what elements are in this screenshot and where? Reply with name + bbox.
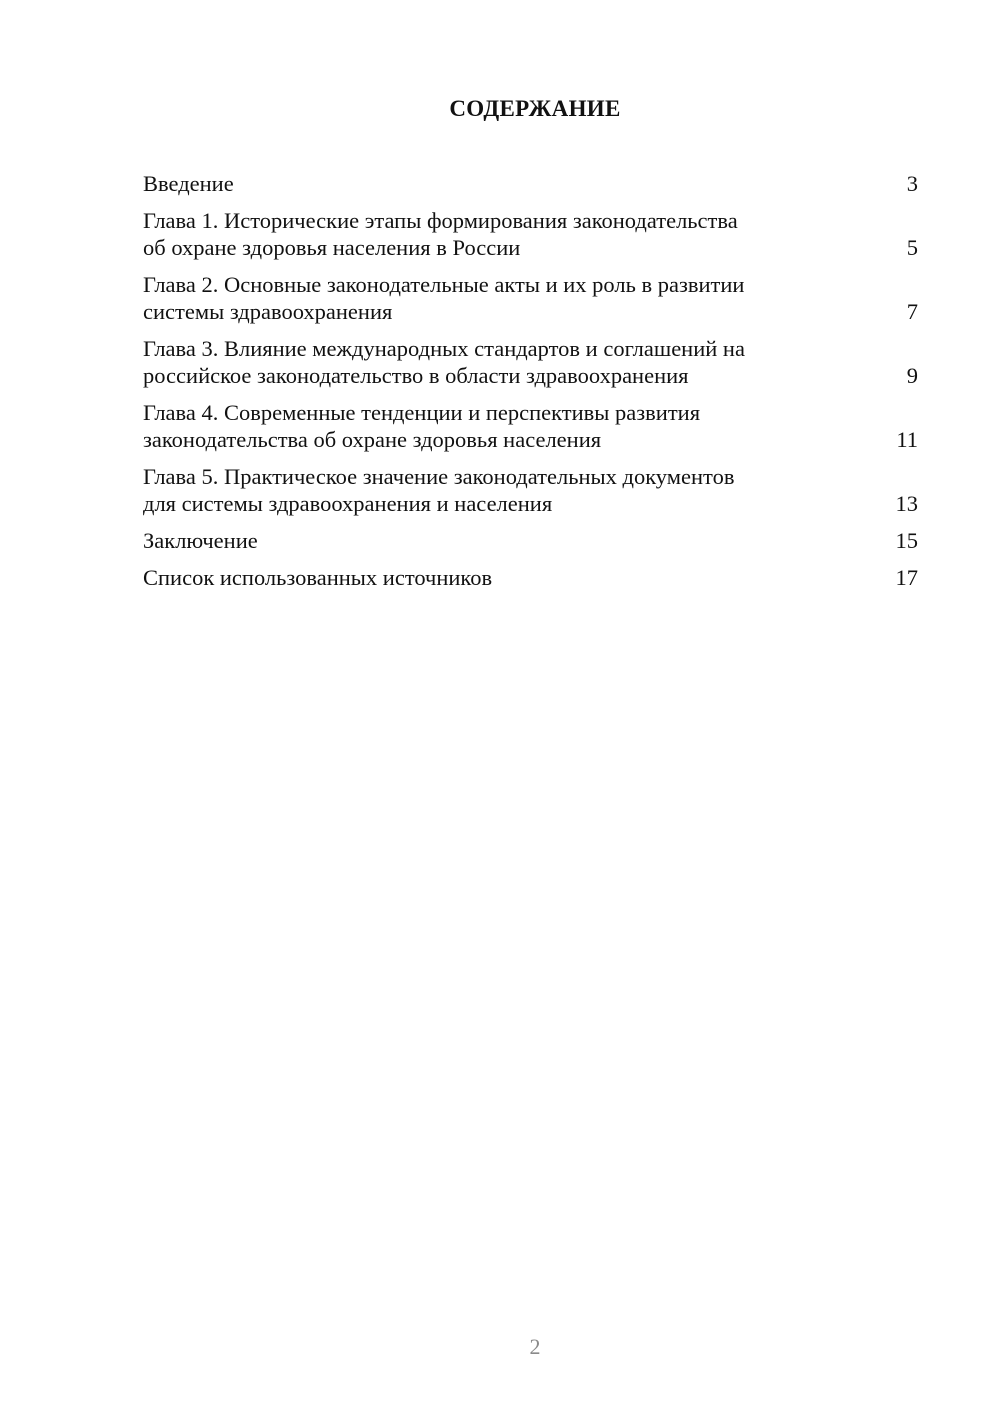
toc-entry-chapter-2[interactable] [143,271,918,325]
page-title: СОДЕРЖАНИЕ [449,96,621,121]
toc-entry-chapter-1[interactable] [143,207,918,261]
toc-entry-label [143,564,492,591]
toc-entry-page: 11 [896,427,918,452]
toc-entry-line: для системы здравоохранения и населения [143,491,553,516]
toc-entry-line: системы здравоохранения [143,299,393,324]
toc-entry-page: 17 [895,565,918,590]
toc-entry-label [143,527,258,554]
toc-entry-line: об охране здоровья населения в России [143,235,521,260]
toc-entry-line: Глава 2. Основные законодательные акты и их роль в развитии [143,272,745,297]
toc-entry-line: российское законодательство в области здравоохранения [143,363,689,388]
toc-entry-page: 9 [906,363,918,388]
toc-entry-line: законодательства об охране здоровья населения [143,427,602,452]
toc-entry-conclusion[interactable] [143,527,918,554]
toc-entry-label [143,335,745,389]
toc-entry-line: Заключение [143,528,258,553]
toc-entry-label [143,463,734,517]
toc-entry-label [143,170,234,197]
page-number: 2 [529,1334,541,1359]
toc-entry-page: 7 [906,299,918,324]
toc-entry-line: Глава 3. Влияние международных стандартов и соглашений на [143,336,745,361]
toc-entry-line: Глава 1. Исторические этапы формирования законодательства [143,208,738,233]
toc-entry-label [143,399,700,453]
toc-entry-references[interactable] [143,564,918,591]
toc-entry-label [143,207,738,261]
toc-entry-chapter-5[interactable] [143,463,918,517]
toc-entry-line: Список использованных источников [143,565,493,590]
toc-entry-chapter-4[interactable] [143,399,918,453]
table-of-contents [143,170,918,591]
toc-entry-chapter-3[interactable] [143,335,918,389]
toc-entry-label [143,271,744,325]
toc-entry-line: Введение [143,171,234,196]
toc-entry-page: 5 [906,235,918,260]
toc-entry-page: 13 [895,491,918,516]
toc-entry-line: Глава 5. Практическое значение законодательных документов [143,464,735,489]
toc-entry-page: 3 [906,171,918,196]
toc-entry-introduction[interactable] [143,170,918,197]
toc-entry-line: Глава 4. Современные тенденции и перспективы развития [143,400,701,425]
toc-entry-page: 15 [895,528,918,553]
